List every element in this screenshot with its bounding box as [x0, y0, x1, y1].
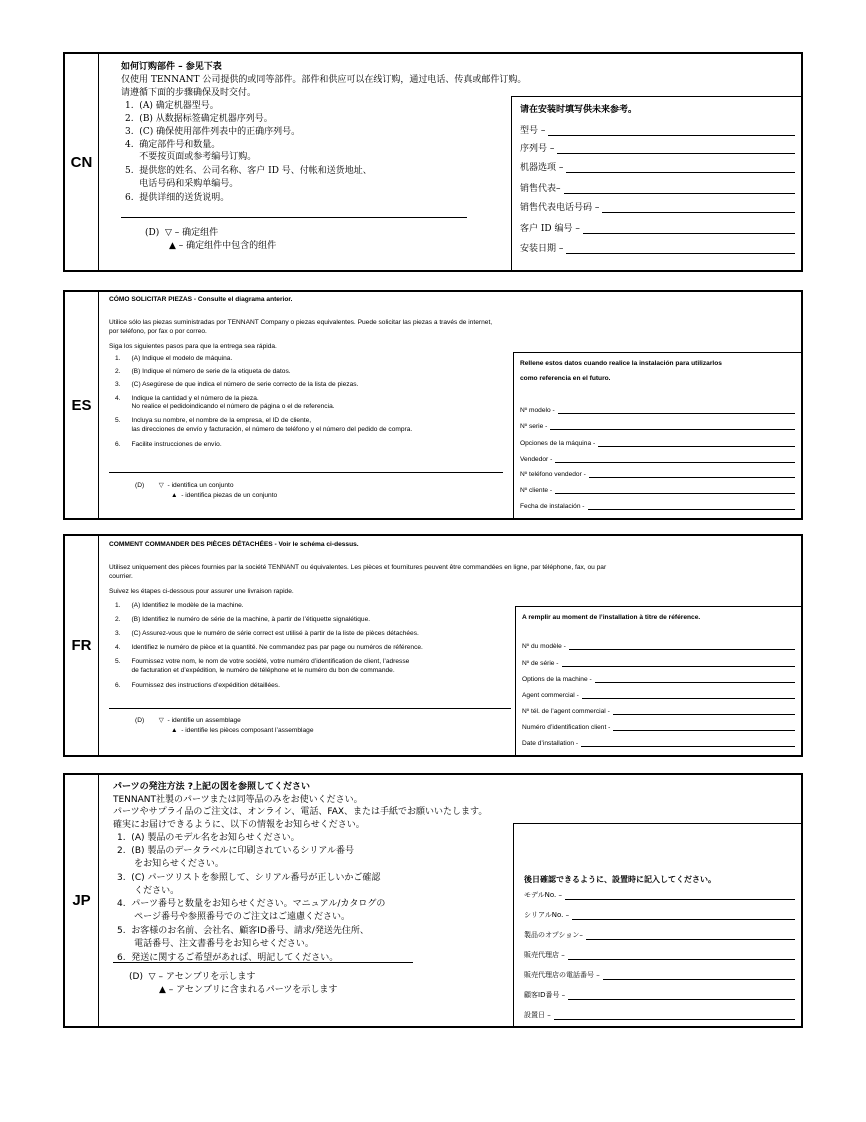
fill-in-line[interactable]: [581, 738, 795, 747]
es-field-install-date[interactable]: [520, 501, 795, 510]
fr-reference-box: [515, 606, 801, 755]
fr-field-options[interactable]: [522, 674, 795, 683]
field-label: 設置日 –: [524, 1011, 551, 1019]
es-legend-assembly: (D) ▽ - identifica un conjunto: [135, 482, 234, 489]
field-label: Nº tél. de l’agent commercial -: [522, 708, 610, 715]
field-label: 机器选项 –: [520, 163, 564, 173]
jp-reference-title: 後日確認できるように、設置時に記入してください。: [524, 875, 716, 884]
field-label: Nº cliente -: [520, 487, 553, 494]
list-item: 4. パーツ番号と数量をお知らせください。マニュアル/カタログの: [117, 899, 386, 909]
divider: [121, 217, 467, 218]
cn-legend-parts: ▲ – 确定组件中包含的组件: [169, 241, 277, 251]
list-item: 2. (B) 製品のデータラベルに印刷されているシリアル番号: [117, 846, 355, 856]
fr-field-agent-phone[interactable]: [522, 706, 795, 715]
fr-field-customer-id[interactable]: [522, 722, 795, 731]
list-item: 2. (B) 从数据标签确定机器序列号。: [125, 114, 273, 124]
fill-in-line[interactable]: [558, 405, 795, 414]
divider: [113, 962, 413, 963]
cn-title: 如何订购部件 – 参见下表: [121, 62, 222, 72]
list-item: 3. (C) Asegúrese de que indica el número de serie correcto de la lista de piezas.: [115, 381, 359, 388]
jp-field-dealer[interactable]: [524, 950, 795, 960]
es-intro: Siga los siguientes pasos para que la entrega sea rápida.: [109, 343, 277, 350]
list-item: をお知らせください。: [117, 859, 224, 869]
jp-legend-assembly: (D) ▽ – アセンブリを示します: [129, 972, 256, 982]
fill-in-line[interactable]: [589, 469, 795, 478]
jp-section: [63, 773, 803, 1028]
fill-in-line[interactable]: [566, 164, 795, 173]
list-item: 3. (C) Assurez-vous que le numéro de série correct est utilisé à partir de la liste de pièces détachées.: [115, 630, 419, 637]
field-label: Opciones de la máquina -: [520, 440, 596, 447]
es-reference-title: como referencia en el futuro.: [520, 375, 611, 382]
jp-legend-parts: ▲ – アセンブリに含まれるパーツを示します: [159, 985, 338, 995]
list-item: 5. Incluya su nombre, el nombre de la empresa, el ID de cliente,: [115, 417, 312, 424]
jp-field-customer-id[interactable]: [524, 990, 795, 1000]
field-label: シリアルNo. –: [524, 911, 570, 919]
fill-in-line[interactable]: [598, 438, 795, 447]
jp-intro: 確実にお届けできるように、以下の情報をお知らせください。: [113, 820, 365, 830]
fr-field-model[interactable]: [522, 641, 795, 650]
list-item: 4. 确定部件号和数量。: [125, 140, 221, 150]
fr-intro: Utilisez uniquement des pièces fournies par la société TENNANT ou équivalentes. Les pièces et fournitures peuvent être commandées en ligne, par téléphone, fax, ou par: [109, 564, 607, 571]
cn-intro: 请遵循下面的步骤确保及时交付。: [121, 88, 257, 98]
list-item: de facturation et d’expédition, le numéro de téléphone et le numéro du bon de commande.: [115, 667, 395, 674]
field-label: 销售代表电话号码 –: [520, 203, 600, 213]
list-item: 1. (A) 製品のモデル名をお知らせください。: [117, 833, 300, 843]
fill-in-line[interactable]: [548, 127, 795, 136]
es-field-model[interactable]: [520, 405, 795, 414]
list-item: 5. お客様のお名前、会社名、顧客ID番号、請求/発送先住所、: [117, 926, 369, 936]
list-item: 6. Facilite instrucciones de envío.: [115, 441, 222, 448]
fill-in-line[interactable]: [595, 674, 795, 683]
list-item: 4. Indique la cantidad y el número de la pieza.: [115, 395, 259, 402]
fill-in-line[interactable]: [613, 706, 795, 715]
list-item: 6. 提供详细的送货说明。: [125, 193, 230, 203]
list-item: 电话号码和采购单编号。: [125, 179, 239, 189]
jp-intro: パーツやサプライ品のご注文は、オンライン、電話、FAX、または手紙でお願いいたします。: [113, 807, 488, 817]
list-item: ページ番号や参照番号でのご注文はご遠慮ください。: [117, 912, 350, 922]
fr-field-serial[interactable]: [522, 658, 795, 667]
fill-in-line[interactable]: [588, 501, 795, 510]
jp-field-serial[interactable]: [524, 910, 795, 920]
fill-in-line[interactable]: [555, 485, 795, 494]
fill-in-line[interactable]: [583, 225, 795, 234]
list-item: 6. Fournissez des instructions d’expédition détaillées.: [115, 682, 280, 689]
es-reference-title: Rellene estos datos cuando realice la instalación para utilizarlos: [520, 360, 722, 367]
jp-title: パーツの発注方法 ?上記の図を参照してください: [113, 782, 310, 792]
fr-legend-parts: ▲ - identifie les pièces composant l’assemblage: [171, 727, 314, 734]
es-reference-box: [513, 352, 801, 518]
cn-field-serial[interactable]: [520, 141, 795, 154]
fr-intro: courrier.: [109, 573, 133, 580]
fr-legend-assembly: (D) ▽ - identifie un assemblage: [135, 717, 241, 724]
jp-reference-box: [513, 823, 801, 1026]
fill-in-line[interactable]: [613, 722, 795, 731]
es-intro: por teléfono, por fax o por correo.: [109, 328, 207, 335]
field-label: Date d’installation -: [522, 740, 579, 747]
fill-in-line[interactable]: [582, 690, 795, 699]
field-label: 顧客ID番号 –: [524, 991, 566, 999]
fr-field-agent[interactable]: [522, 690, 795, 699]
list-item: 4. Identifiez le numéro de pièce et la quantité. Ne commandez pas par page ou numéros de référence.: [115, 644, 423, 651]
list-item: ください。: [117, 886, 180, 896]
es-language-code: ES: [65, 292, 99, 518]
fill-in-line[interactable]: [557, 145, 795, 154]
divider: [109, 472, 503, 473]
field-label: Nº modelo -: [520, 407, 555, 414]
list-item: 不要按页面或参考编号订购。: [125, 152, 257, 162]
fill-in-line[interactable]: [603, 971, 795, 980]
fr-language-code: FR: [65, 536, 99, 755]
fill-in-line[interactable]: [554, 1011, 795, 1020]
list-item: 1. (A) 确定机器型号。: [125, 101, 219, 111]
field-label: 販売代理店 –: [524, 951, 565, 959]
cn-field-sales-phone[interactable]: [520, 200, 795, 213]
list-item: 6. 発送に関するご希望があれば、明記してください。: [117, 953, 339, 963]
cn-intro: 仅使用 TENNANT 公司提供的或同等部件。部件和供应可以在线订购，通过电话、传真或邮件订购。: [121, 75, 527, 85]
field-label: Nº de série -: [522, 660, 559, 667]
cn-field-options[interactable]: [520, 160, 795, 173]
list-item: 3. (C) 确保使用部件列表中的正确序列号。: [125, 127, 301, 137]
cn-language-code: CN: [65, 54, 99, 270]
field-label: Fecha de instalación -: [520, 503, 585, 510]
fr-intro: Suivez les étapes ci-dessous pour assurer une livraison rapide.: [109, 588, 294, 595]
field-label: 客户 ID 编号 –: [520, 224, 580, 234]
list-item: 1. (A) Indique el modelo de máquina.: [115, 355, 233, 362]
divider: [109, 708, 511, 709]
jp-intro: TENNANT社製のパーツまたは同等品のみをお使いください。: [113, 795, 363, 805]
jp-language-code: JP: [65, 775, 99, 1026]
cn-section: [63, 52, 803, 272]
field-label: Nº teléfono vendedor -: [520, 471, 586, 478]
fill-in-line[interactable]: [569, 641, 795, 650]
fill-in-line[interactable]: [568, 951, 795, 960]
field-label: 製品のオプション–: [524, 931, 583, 939]
field-label: 安装日期 –: [520, 244, 564, 254]
fill-in-line[interactable]: [565, 891, 795, 900]
es-field-options[interactable]: [520, 438, 795, 447]
field-label: モデルNo. –: [524, 891, 562, 899]
list-item: las direcciones de envío y facturación, el número de teléfono y el número del pedido de compra.: [115, 426, 413, 433]
field-label: Nº serie -: [520, 423, 548, 430]
fill-in-line[interactable]: [602, 204, 795, 213]
es-field-vendor[interactable]: [520, 454, 795, 463]
es-intro: Utilice sólo las piezas suministradas por TENNANT Company o piezas equivalentes. Puede solicitar las piezas a través de internet,: [109, 319, 493, 326]
fill-in-line[interactable]: [555, 454, 795, 463]
fill-in-line[interactable]: [586, 931, 795, 940]
es-field-customer[interactable]: [520, 485, 795, 494]
field-label: Nº du modèle -: [522, 643, 566, 650]
fill-in-line[interactable]: [566, 245, 795, 254]
fr-title: COMMENT COMMANDER DES PIÈCES DÉTACHÉES - Voir le schéma ci-dessus.: [109, 541, 359, 548]
field-label: Agent commercial -: [522, 692, 579, 699]
cn-field-install-date[interactable]: [520, 241, 795, 254]
jp-field-install-date[interactable]: [524, 1010, 795, 1020]
cn-field-model[interactable]: [520, 123, 795, 136]
es-legend-parts: ▲ - identifica piezas de un conjunto: [171, 492, 278, 499]
es-section: [63, 290, 803, 520]
list-item: 2. (B) Identifiez le numéro de série de la machine, à partir de l’étiquette signalétique.: [115, 616, 371, 623]
cn-legend-assembly: (D) ▽ – 确定组件: [145, 228, 219, 238]
jp-field-options[interactable]: [524, 930, 795, 940]
fill-in-line[interactable]: [562, 658, 796, 667]
field-label: 型号 –: [520, 126, 546, 136]
fill-in-line[interactable]: [564, 185, 795, 194]
list-item: 電話番号、注文書番号をお知らせください。: [117, 939, 314, 949]
cn-field-customer-id[interactable]: [520, 221, 795, 234]
es-title: CÓMO SOLICITAR PIEZAS - Consulte el diagrama anterior.: [109, 296, 293, 303]
field-label: Options de la machine -: [522, 676, 592, 683]
cn-reference-box: [511, 96, 801, 270]
field-label: Numéro d’identification client -: [522, 724, 611, 731]
cn-reference-title: 请在安装时填写供未来参考。: [520, 105, 638, 115]
list-item: 1. (A) Identifiez le modèle de la machine.: [115, 602, 244, 609]
fill-in-line[interactable]: [568, 991, 795, 1000]
fill-in-line[interactable]: [550, 421, 795, 430]
jp-field-dealer-phone[interactable]: [524, 970, 795, 980]
field-label: 販売代理店の電話番号 –: [524, 971, 600, 979]
list-item: 2. (B) Indique el número de serie de la etiqueta de datos.: [115, 368, 291, 375]
field-label: Vendedor -: [520, 456, 553, 463]
es-field-vendor-phone[interactable]: [520, 469, 795, 478]
fr-field-install-date[interactable]: [522, 738, 795, 747]
list-item: 5. Fournissez votre nom, le nom de votre société, votre numéro d’identification de client, l’adresse: [115, 658, 410, 665]
list-item: 5. 提供您的姓名、公司名称、客户 ID 号、付帐和送货地址、: [125, 166, 372, 176]
es-field-serial[interactable]: [520, 421, 795, 430]
fr-section: [63, 534, 803, 757]
cn-field-sales-rep[interactable]: [520, 181, 795, 194]
jp-field-model[interactable]: [524, 890, 795, 900]
fr-reference-title: A remplir au moment de l’installation à titre de référence.: [522, 614, 701, 621]
list-item: 3. (C) パーツリストを参照して、シリアル番号が正しいかご確認: [117, 873, 381, 883]
field-label: 销售代表–: [520, 184, 561, 194]
list-item: No realice el pedidoindicando el número de página o el de referencia.: [115, 403, 335, 410]
field-label: 序列号 –: [520, 144, 555, 154]
fill-in-line[interactable]: [572, 911, 795, 920]
